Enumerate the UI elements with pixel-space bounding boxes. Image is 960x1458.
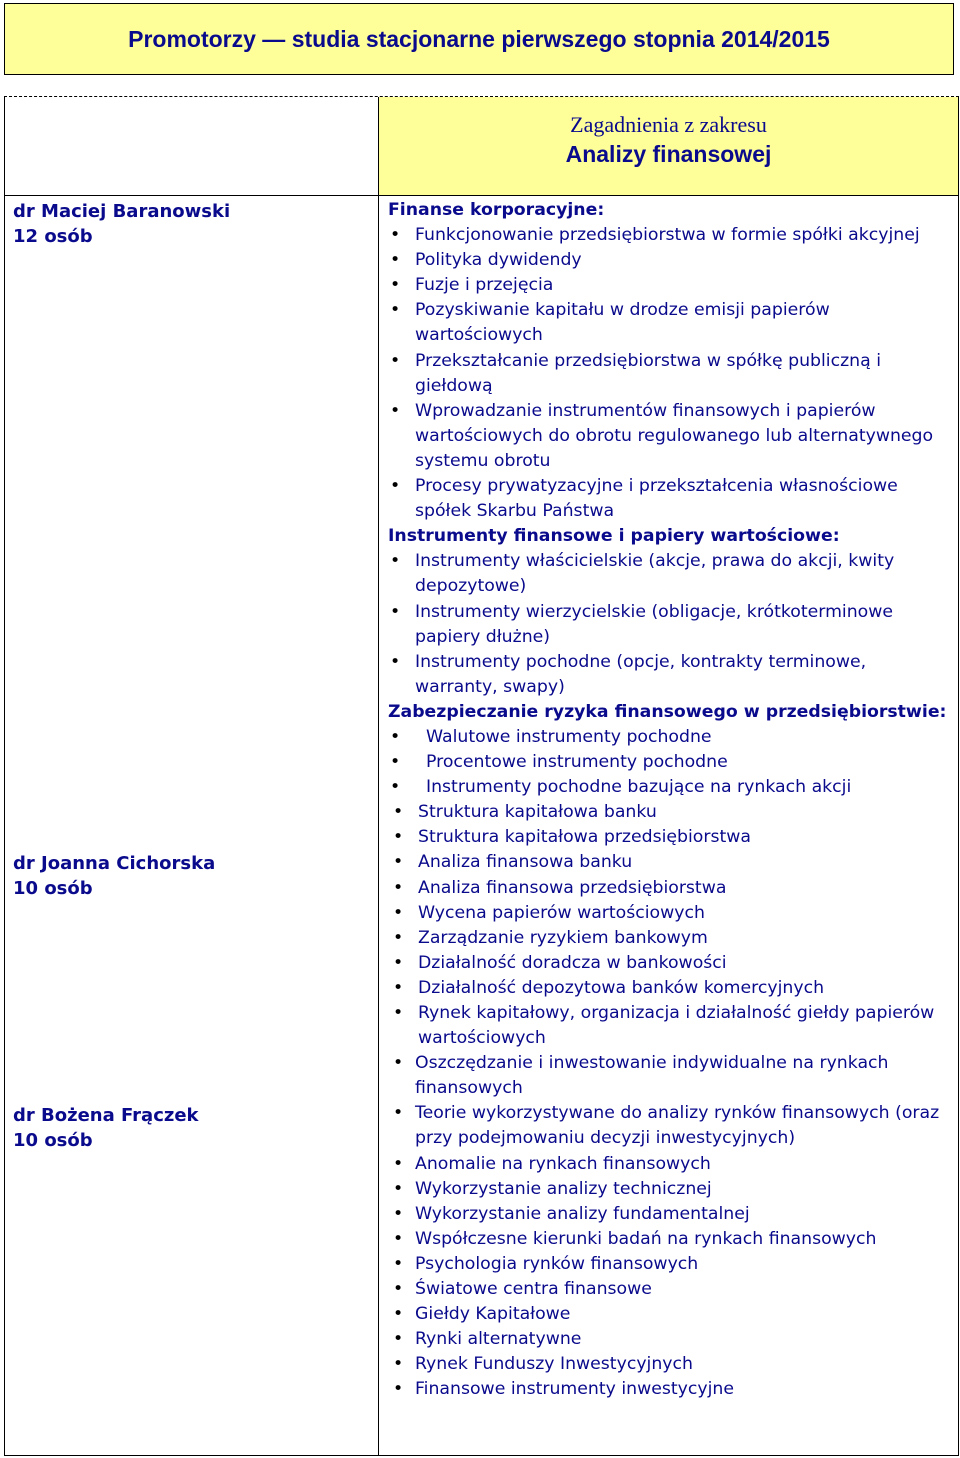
bullet-icon: • xyxy=(393,1153,404,1174)
topic-list xyxy=(388,223,948,524)
header-title: Analizy finansowej xyxy=(565,141,772,167)
list-item-label: Fuzje i przejęcia xyxy=(415,275,554,296)
list-item-label: Struktura kapitałowa przedsiębiorstwa xyxy=(418,827,751,848)
bullet-icon: • xyxy=(390,777,401,798)
bullet-icon: • xyxy=(393,827,404,848)
list-item-label: Giełdy Kapitałowe xyxy=(415,1304,571,1325)
list-item xyxy=(388,976,948,1001)
bullet-icon: • xyxy=(390,300,401,321)
promoter-count: 10 osób xyxy=(13,1130,93,1151)
list-item-label: Przekształcanie przedsiębiorstwa w spółkę publiczną i giełdową xyxy=(415,350,882,396)
list-item xyxy=(388,800,948,825)
bullet-icon: • xyxy=(390,476,401,497)
bullet-icon: • xyxy=(390,726,401,747)
list-item-label: Rynek kapitałowy, organizacja i działalność giełdy papierów wartościowych xyxy=(418,1003,935,1049)
bullet-icon: • xyxy=(393,1053,404,1074)
list-item xyxy=(388,725,948,750)
list-item-label: Polityka dywidendy xyxy=(415,250,582,271)
bullet-icon: • xyxy=(390,551,401,572)
column-divider xyxy=(378,196,379,1455)
bullet-icon: • xyxy=(393,1003,404,1023)
list-item-label: Instrumenty właścicielskie (akcje, prawa do akcji, kwity depozytowe) xyxy=(415,551,895,597)
list-item xyxy=(388,1252,948,1277)
bullet-icon: • xyxy=(393,1354,404,1375)
bullet-icon: • xyxy=(390,250,401,271)
list-item-label: Działalność doradcza w bankowości xyxy=(418,952,727,973)
bullet-icon: • xyxy=(393,802,404,823)
list-item-label: Wykorzystanie analizy technicznej xyxy=(415,1178,712,1199)
bullet-icon: • xyxy=(390,225,401,246)
list-item xyxy=(388,1001,948,1051)
bullet-icon: • xyxy=(393,1178,404,1199)
list-item xyxy=(388,750,948,775)
list-item xyxy=(388,549,948,599)
promoter-count: 10 osób xyxy=(13,878,93,899)
page-title: Promotorzy — studia stacjonarne pierwszego stopnia 2014/2015 xyxy=(128,25,830,52)
topic-list xyxy=(388,1051,948,1402)
bullet-icon: • xyxy=(393,1228,404,1249)
promoter-baranowski xyxy=(13,199,230,249)
topics-column xyxy=(388,198,948,1403)
list-item xyxy=(388,876,948,901)
table-header xyxy=(4,96,959,196)
list-item xyxy=(388,1277,948,1302)
list-item xyxy=(388,825,948,850)
list-item xyxy=(388,298,948,348)
promoter-cichorska xyxy=(13,851,215,901)
header-topic-cell xyxy=(378,97,958,195)
list-item-label: Analiza finansowa przedsiębiorstwa xyxy=(418,877,727,898)
list-item-label: Analiza finansowa banku xyxy=(418,852,633,873)
list-item xyxy=(388,600,948,650)
list-item-label: Wykorzystanie analizy fundamentalnej xyxy=(415,1203,750,1224)
list-item xyxy=(388,1202,948,1227)
list-item-label: Rynki alternatywne xyxy=(415,1329,582,1350)
list-item xyxy=(388,1302,948,1327)
list-item-label: Wycena papierów wartościowych xyxy=(418,902,705,923)
list-item-label: Psychologia rynków finansowych xyxy=(415,1253,699,1274)
title-banner xyxy=(4,3,954,75)
list-item-label: Instrumenty pochodne (opcje, kontrakty terminowe, warranty, swapy) xyxy=(415,651,867,697)
topic-list xyxy=(388,549,948,700)
promoter-name: dr Joanna Cichorska xyxy=(13,853,216,874)
bullet-icon: • xyxy=(393,902,404,923)
bullet-icon: • xyxy=(390,601,401,622)
list-item xyxy=(388,1227,948,1252)
list-item xyxy=(388,399,948,474)
section-heading: Finanse korporacyjne: xyxy=(388,200,605,220)
list-item xyxy=(388,474,948,524)
list-item-label: Oszczędzanie i inwestowanie indywidualne na rynkach finansowych xyxy=(415,1053,889,1099)
bullet-icon: • xyxy=(390,651,401,672)
bullet-icon: • xyxy=(393,952,404,973)
bullet-icon: • xyxy=(393,1253,404,1274)
list-item xyxy=(388,951,948,976)
topic-list xyxy=(388,800,948,1051)
list-item xyxy=(388,901,948,926)
header-subtitle: Zagadnienia z zakresu xyxy=(570,112,767,137)
bullet-icon: • xyxy=(393,1203,404,1224)
section-heading: Zabezpieczanie ryzyka finansowego w przedsiębiorstwie: xyxy=(388,701,947,722)
list-item xyxy=(388,1177,948,1202)
list-item-label: Procentowe instrumenty pochodne xyxy=(426,752,728,773)
list-item-label: Finansowe instrumenty inwestycyjne xyxy=(415,1379,734,1400)
list-item-label: Działalność depozytowa banków komercyjnych xyxy=(418,977,825,998)
list-item-label: Pozyskiwanie kapitału w drodze emisji papierów wartościowych xyxy=(415,300,830,346)
bullet-icon: • xyxy=(393,852,404,873)
list-item xyxy=(388,273,948,298)
list-item xyxy=(388,1327,948,1352)
list-item xyxy=(388,1377,948,1402)
list-item-label: Rynek Funduszy Inwestycyjnych xyxy=(415,1354,693,1375)
list-item xyxy=(388,650,948,700)
bullet-icon: • xyxy=(390,350,401,371)
topic-list xyxy=(388,725,948,800)
promoter-fraczek xyxy=(13,1103,199,1153)
bullet-icon: • xyxy=(393,1329,404,1350)
list-item-label: Instrumenty wierzycielskie (obligacje, krótkoterminowe papiery dłużne) xyxy=(415,601,893,647)
list-item-label: Zarządzanie ryzykiem bankowym xyxy=(418,927,708,948)
list-item-label: Instrumenty pochodne bazujące na rynkach akcji xyxy=(426,777,852,798)
list-item xyxy=(388,1352,948,1377)
list-item xyxy=(388,1051,948,1101)
list-item xyxy=(388,223,948,248)
list-item-label: Współczesne kierunki badań na rynkach finansowych xyxy=(415,1228,877,1249)
list-item xyxy=(388,1101,948,1151)
list-item xyxy=(388,926,948,951)
list-item-label: Światowe centra finansowe xyxy=(415,1279,652,1300)
bullet-icon: • xyxy=(393,1103,404,1124)
bullet-icon: • xyxy=(393,977,404,998)
bullet-icon: • xyxy=(393,877,404,898)
bullet-icon: • xyxy=(393,1304,404,1325)
bullet-icon: • xyxy=(393,1279,404,1300)
list-item-label: Wprowadzanie instrumentów finansowych i papierów wartościowych do obrotu regulowanego lub alternatywnego systemu obrotu xyxy=(415,400,934,471)
section-heading: Instrumenty finansowe i papiery wartościowe: xyxy=(388,526,840,547)
list-item-label: Struktura kapitałowa banku xyxy=(418,802,657,823)
list-item xyxy=(388,248,948,273)
bullet-icon: • xyxy=(393,1379,404,1400)
list-item xyxy=(388,1152,948,1177)
promoter-name: dr Maciej Baranowski xyxy=(13,201,231,222)
promoter-name: dr Bożena Frączek xyxy=(13,1105,199,1126)
bullet-icon: • xyxy=(390,400,401,421)
list-item xyxy=(388,349,948,399)
promoter-count: 12 osób xyxy=(13,226,93,247)
list-item xyxy=(388,850,948,875)
bullet-icon: • xyxy=(390,752,401,773)
list-item-label: Funkcjonowanie przedsiębiorstwa w formie spółki akcyjnej xyxy=(415,225,920,246)
list-item-label: Anomalie na rynkach finansowych xyxy=(415,1153,711,1174)
bullet-icon: • xyxy=(393,927,404,948)
list-item-label: Teorie wykorzystywane do analizy rynków finansowych (oraz przy podejmowaniu decyzji inwestycyjnych) xyxy=(415,1103,940,1149)
list-item xyxy=(388,775,948,800)
list-item-label: Walutowe instrumenty pochodne xyxy=(426,726,712,747)
list-item-label: Procesy prywatyzacyjne i przekształcenia własnościowe spółek Skarbu Państwa xyxy=(415,476,898,522)
bullet-icon: • xyxy=(390,275,401,296)
